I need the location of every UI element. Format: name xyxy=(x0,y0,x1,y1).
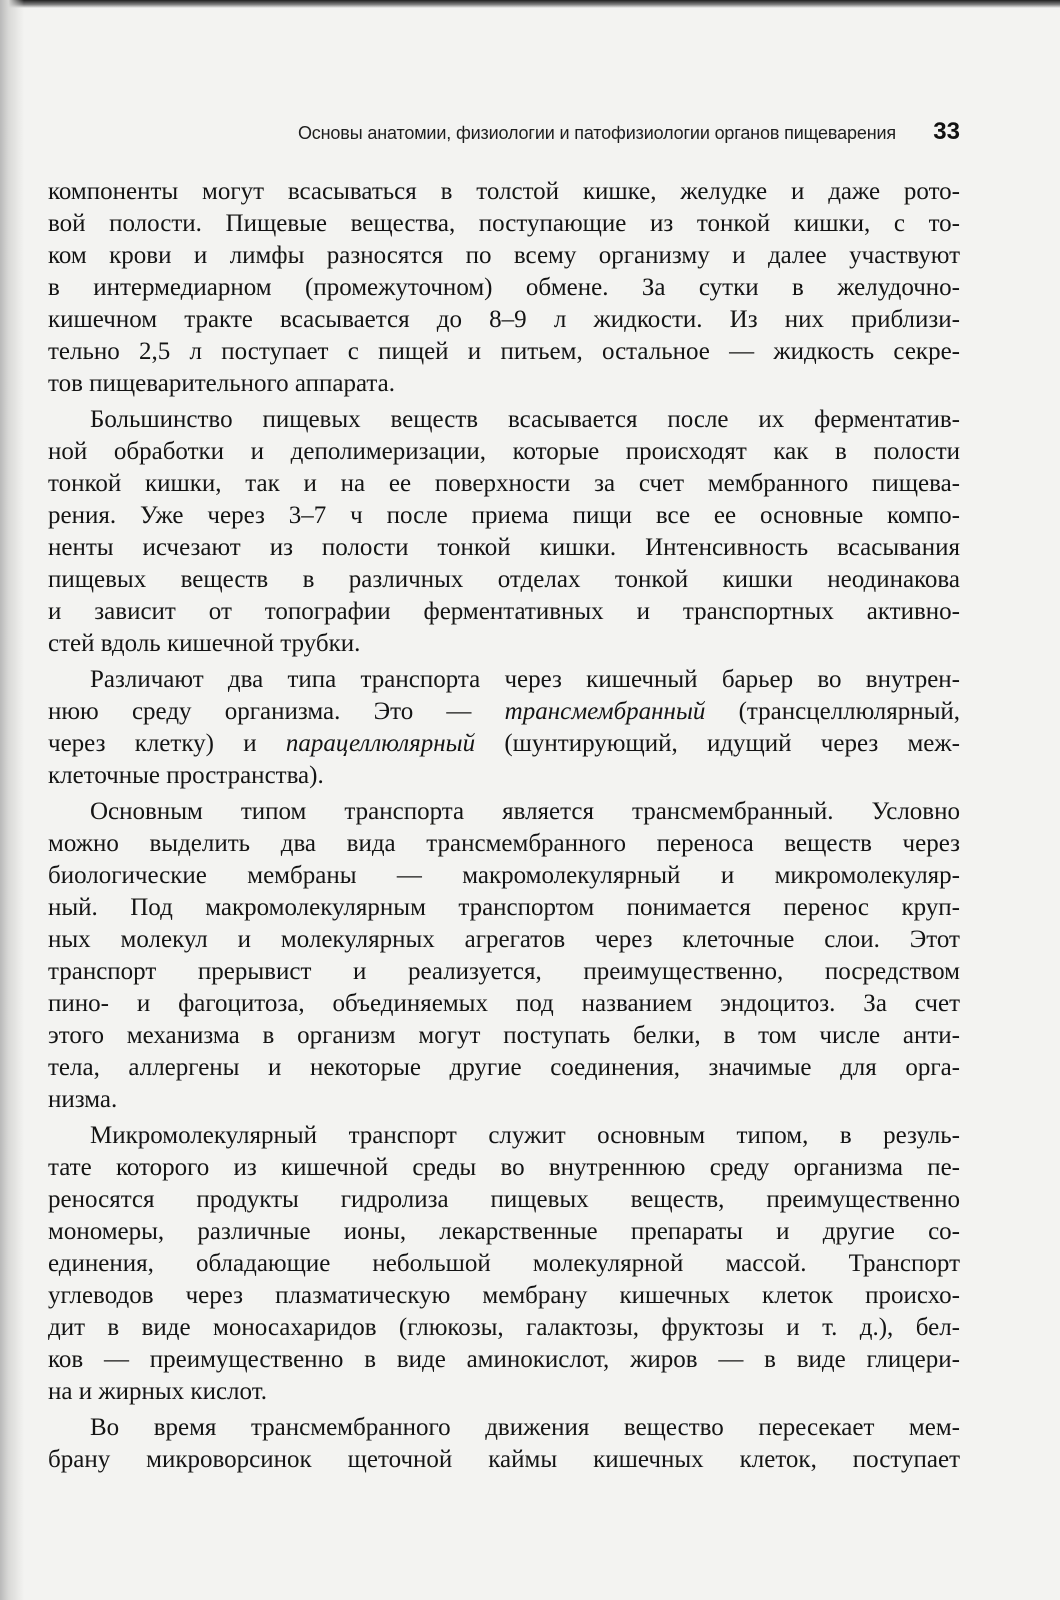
text-line: Микромолекулярный транспорт служит основным типом, в резуль- xyxy=(90,1122,960,1149)
page-number: 33 xyxy=(933,118,960,145)
text-line: транспорт прерывист и реализуется, преимущественно, посредством xyxy=(48,958,960,985)
text-line: углеводов через плазматическую мембрану кишечных клеток происхо- xyxy=(48,1282,960,1309)
paragraph-5 xyxy=(48,1120,960,1408)
text-line: мономеры, различные ионы, лекарственные препараты и другие со- xyxy=(48,1218,960,1245)
text-line: дит в виде моносахаридов (глюкозы, галактозы, фруктозы и т. д.), бел- xyxy=(48,1314,960,1341)
text-line: ком крови и лимфы разносятся по всему организму и далее участвуют xyxy=(48,242,960,269)
book-page xyxy=(48,0,960,1600)
text-line: Большинство пищевых веществ всасывается после их ферментатив- xyxy=(90,406,960,433)
text-line: этого механизма в организм могут поступать белки, в том числе анти- xyxy=(48,1022,960,1049)
text-line: Основным типом транспорта является трансмембранный. Условно xyxy=(90,798,960,825)
text-line: кишечном тракте всасывается до 8–9 л жидкости. Из них приблизи- xyxy=(48,306,960,333)
text-line: пищевых веществ в различных отделах тонкой кишки неодинакова xyxy=(48,566,960,593)
text-line: брану микроворсинок щеточной каймы кишечных клеток, поступает xyxy=(48,1446,960,1473)
text-line-with-italic xyxy=(48,728,960,760)
text-line: тов пищеварительного аппарата. xyxy=(48,370,396,397)
text-line: тела, аллергены и некоторые другие соединения, значимые для орга- xyxy=(48,1054,960,1081)
text-line: и зависит от топографии ферментативных и транспортных активно- xyxy=(48,598,960,625)
paragraph-6 xyxy=(48,1412,960,1476)
body-text xyxy=(48,176,960,1480)
text-line: рения. Уже через 3–7 ч после приема пищи все ее основные компо- xyxy=(48,502,960,529)
text-line: биологические мембраны — макромолекулярный и микромолекуляр- xyxy=(48,862,960,889)
text-line: тате которого из кишечной среды во внутреннюю среду организма пе- xyxy=(48,1154,960,1181)
text-line: ненты исчезают из полости тонкой кишки. Интенсивность всасывания xyxy=(48,534,960,561)
text-line: единения, обладающие небольшой молекулярной массой. Транспорт xyxy=(48,1250,960,1277)
paragraph-2 xyxy=(48,404,960,660)
paragraph-1 xyxy=(48,176,960,400)
text-line: ной обработки и деполимеризации, которые происходят как в полости xyxy=(48,438,960,465)
text-segment: (шунтирующий, идущий через меж- xyxy=(475,730,960,757)
text-line: в интермедиарном (промежуточном) обмене. За сутки в желудочно- xyxy=(48,274,960,301)
text-line: Во время трансмембранного движения вещество пересекает мем- xyxy=(90,1414,960,1441)
text-line: реносятся продукты гидролиза пищевых веществ, преимущественно xyxy=(48,1186,960,1213)
text-segment: нюю среду организма. Это — xyxy=(48,698,505,725)
scan-left-shadow xyxy=(0,0,24,1600)
italic-term: парацеллюлярный xyxy=(285,730,476,757)
text-line: компоненты могут всасываться в толстой кишке, желудке и даже рото- xyxy=(48,178,960,205)
text-line: стей вдоль кишечной трубки. xyxy=(48,630,361,657)
text-line-with-italic xyxy=(48,696,960,728)
text-line: тонкой кишки, так и на ее поверхности за счет мембранного пищева- xyxy=(48,470,960,497)
text-line: ный. Под макромолекулярным транспортом понимается перенос круп- xyxy=(48,894,960,921)
italic-term: трансмембранный xyxy=(504,698,706,725)
text-line: ков — преимущественно в виде аминокислот, жиров — в виде глицери- xyxy=(48,1346,960,1373)
text-line: ных молекул и молекулярных агрегатов через клеточные слои. Этот xyxy=(48,926,960,953)
paragraph-4 xyxy=(48,796,960,1116)
text-line: клеточные пространства). xyxy=(48,762,324,789)
running-title: Основы анатомии, физиологии и патофизиологии органов пищеварения xyxy=(297,123,896,143)
text-line: тельно 2,5 л поступает с пищей и питьем, остальное — жидкость секре- xyxy=(48,338,960,365)
text-segment: через клетку) и xyxy=(48,730,286,757)
paragraph-3 xyxy=(48,664,960,792)
text-line: вой полости. Пищевые вещества, поступающие из тонкой кишки, с то- xyxy=(48,210,960,237)
text-line: Различают два типа транспорта через кишечный барьер во внутрен- xyxy=(90,666,960,693)
text-segment: (трансцеллюлярный, xyxy=(705,698,960,725)
text-line: на и жирных кислот. xyxy=(48,1378,267,1405)
text-line: пино- и фагоцитоза, объединяемых под названием эндоцитоз. За счет xyxy=(48,990,960,1017)
text-line: можно выделить два вида трансмембранного переноса веществ через xyxy=(48,830,960,857)
running-header xyxy=(168,118,960,148)
text-line: низма. xyxy=(48,1086,118,1113)
